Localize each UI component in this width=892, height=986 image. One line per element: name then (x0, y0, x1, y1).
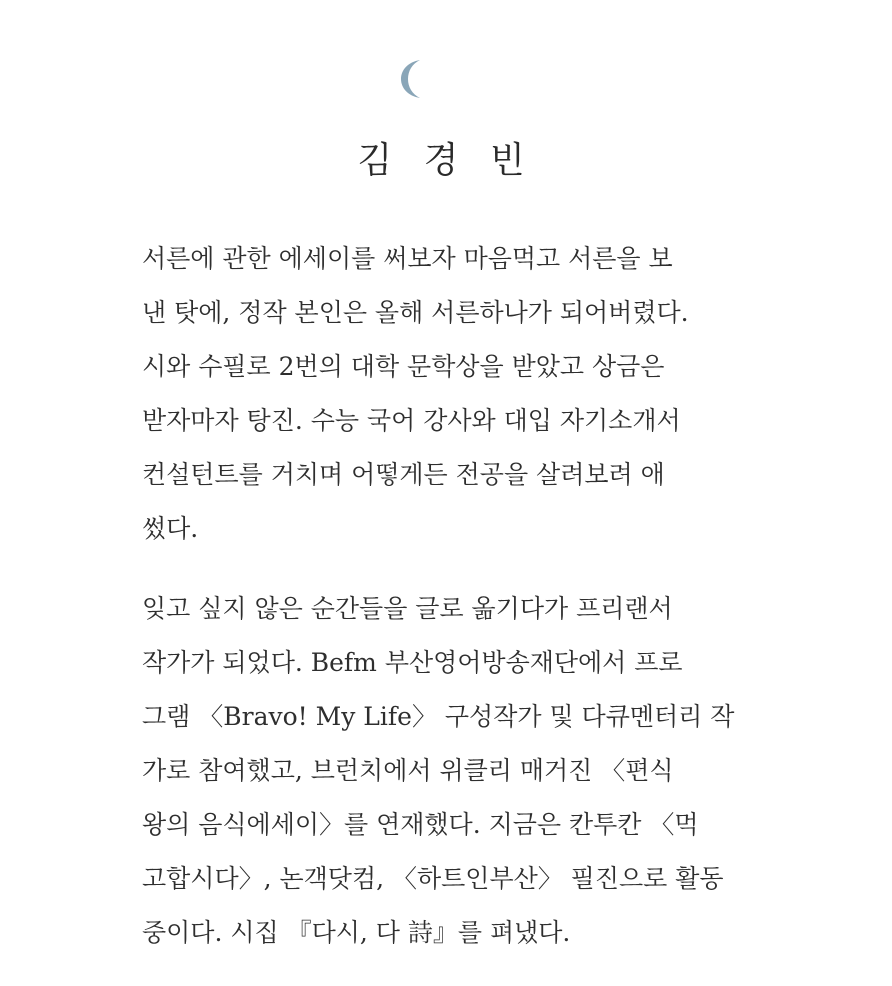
bio-line: 서른에 관한 에세이를 써보자 마음먹고 서른을 보 (142, 244, 673, 273)
bio-line: 가로 참여했고, 브런치에서 위클리 매거진 〈편식 (142, 756, 674, 785)
bio-paragraph-1 (142, 232, 690, 556)
bio-line: 잊고 싶지 않은 순간들을 글로 옮기다가 프리랜서 (142, 594, 673, 623)
bio-line: 고합시다〉, 논객닷컴, 〈하트인부산〉 필진으로 활동 (142, 864, 724, 893)
bio-line: 작가가 되었다. Befm 부산영어방송재단에서 프로 (142, 648, 683, 677)
bio-paragraph-2 (142, 582, 735, 960)
bio-line: 중이다. 시집 『다시, 다 詩』를 펴냈다. (142, 918, 571, 947)
crescent-moon-icon (398, 58, 428, 100)
bio-line: 썼다. (142, 514, 199, 543)
author-name: 김 경 빈 (357, 140, 535, 181)
bio-line: 낸 탓에, 정작 본인은 올해 서른하나가 되어버렸다. (142, 298, 689, 327)
author-bio (142, 232, 735, 986)
bio-line: 받자마자 탕진. 수능 국어 강사와 대입 자기소개서 (142, 406, 681, 435)
bio-line: 시와 수필로 2번의 대학 문학상을 받았고 상금은 (142, 352, 665, 381)
bio-line: 왕의 음식에세이〉를 연재했다. 지금은 칸투칸 〈먹 (142, 810, 699, 839)
bio-line: 컨설턴트를 거치며 어떻게든 전공을 살려보려 애 (142, 460, 665, 489)
bio-line: 그램 〈Bravo! My Life〉 구성작가 및 다큐멘터리 작 (142, 702, 735, 731)
